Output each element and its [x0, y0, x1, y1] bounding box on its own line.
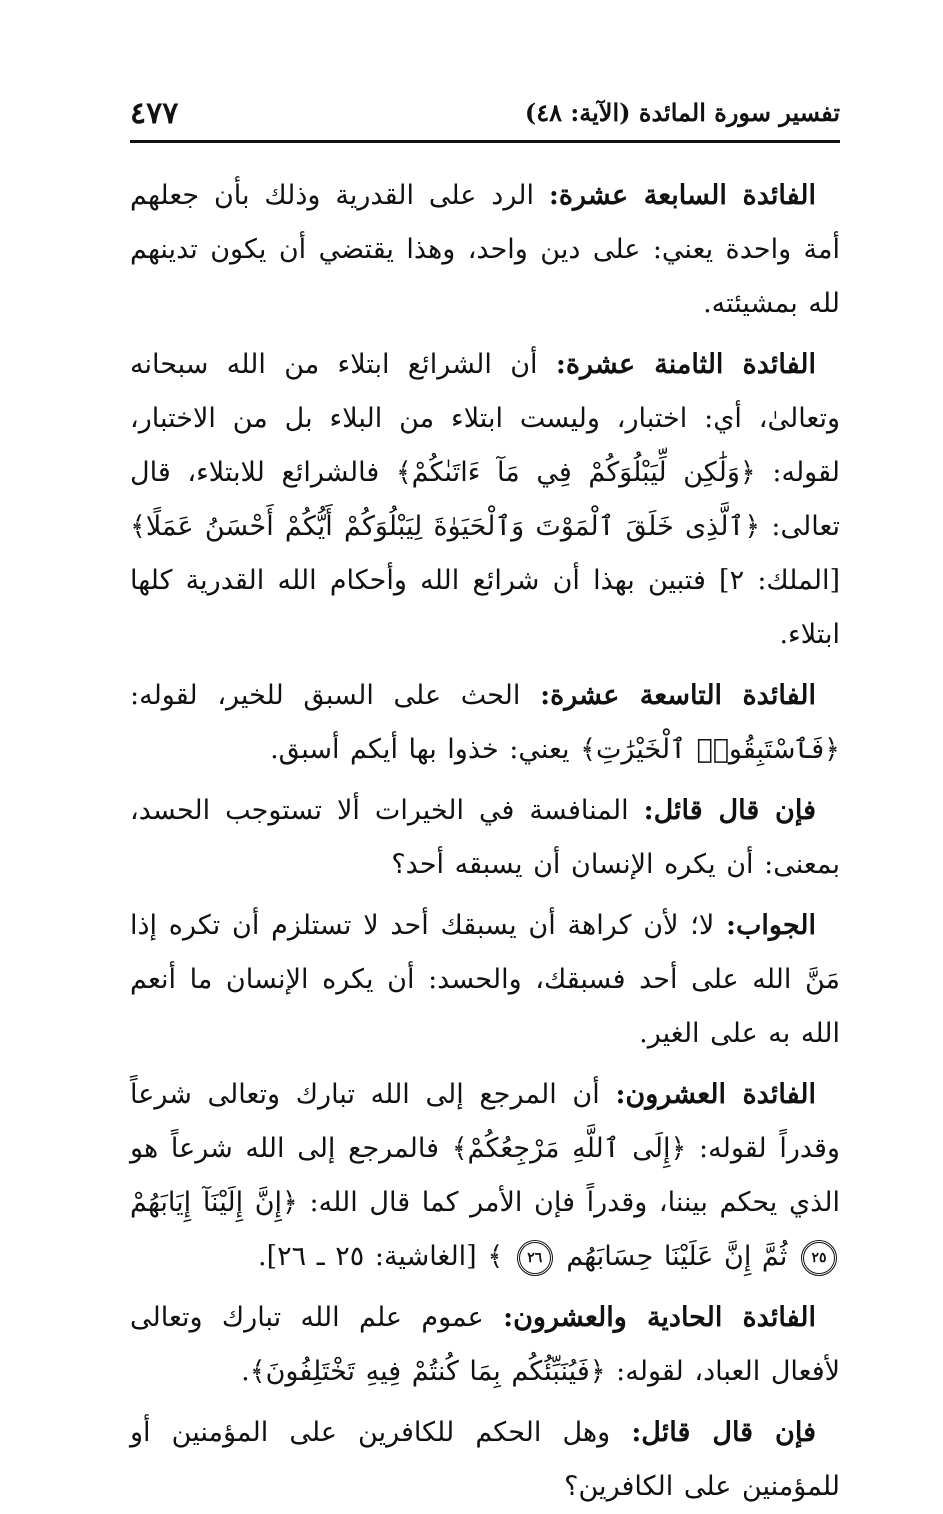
paragraph-text: يعني: خذوا بها أيكم أسبق.: [270, 734, 570, 765]
paragraph-text: المنافسة في الخيرات ألا تستوجب الحسد، بمعنى: أن يكره الإنسان أن يسبقه أحد؟: [130, 795, 840, 880]
paragraph-21: [130, 1291, 840, 1399]
verse-reference: [الغاشية: ٢٥ ـ ٢٦].: [258, 1241, 477, 1272]
paragraph-lead: الفائدة السابعة عشرة:: [548, 180, 816, 211]
page-body: [130, 169, 840, 1514]
paragraph-lead: الفائدة الثامنة عشرة:: [555, 349, 816, 380]
paragraph-lead: فإن قال قائل:: [631, 1417, 816, 1448]
verse-number-badge: ٢٦: [517, 1240, 553, 1276]
paragraph-17: [130, 169, 840, 331]
paragraph-lead: الفائدة التاسعة عشرة:: [540, 680, 816, 711]
paragraph-text: أن الشرائع ابتلاء من الله سبحانه وتعالىٰ، أي: اختبار، وليست ابتلاء من البلاء بل من الاختبار، لقوله:: [130, 349, 841, 488]
paragraph-text: عموم علم الله تبارك وتعالى لأفعال العباد، لقوله:: [130, 1302, 840, 1387]
paragraph-19: [130, 669, 840, 777]
paragraph-text: فالمرجع إلى الله شرعاً هو الذي يحكم بيننا، وقدراً فإن الأمر كما قال الله:: [130, 1133, 840, 1218]
paragraph-text: الحث على السبق للخير، لقوله:: [130, 680, 521, 711]
quran-verse: ﴿إِنَّ إِلَيْنَآ إِيَابَهُمْ: [130, 1187, 298, 1218]
verse-number-badge: ٢٥: [801, 1240, 837, 1276]
paragraph-text: فالشرائع للابتلاء، قال تعالى:: [130, 457, 840, 542]
paragraph-18: [130, 338, 840, 662]
paragraph-lead: الجواب:: [726, 910, 816, 941]
quran-verse: ﴿وَلَٰكِن لِّيَبْلُوَكُمْ فِي مَآ ءَاتَىٰكُمْ﴾: [395, 457, 756, 488]
header-title: تفسير سورة المائدة (الآية: ٤٨): [524, 98, 840, 127]
paragraph-lead: الفائدة الحادية والعشرون:: [503, 1302, 816, 1333]
quran-verse: ﴿ٱلَّذِى خَلَقَ ٱلْمَوْتَ وَٱلْحَيَوٰةَ لِيَبْلُوَكُمْ أَيُّكُمْ أَحْسَنُ عَمَلًا﴾: [130, 511, 761, 542]
question-paragraph: [130, 784, 840, 892]
paragraph-text: وهل الحكم للكافرين على المؤمنين أو للمؤمنين على الكافرين؟: [130, 1417, 840, 1502]
quran-verse: ﴿فَيُنَبِّئُكُم بِمَا كُنتُمْ فِيهِ تَخْتَلِفُونَ﴾: [249, 1356, 606, 1387]
quran-verse: ﴿إِلَى ٱللَّهِ مَرْجِعُكُمْ﴾: [451, 1133, 687, 1164]
paragraph-text: لا؛ لأن كراهة أن يسبقك أحد لا تستلزم أن تكره إذا مَنَّ الله على أحد فسبقك، والحسد: أن يكره الإنسان ما أنعم الله به على الغير.: [130, 910, 840, 1049]
answer-paragraph: [130, 899, 840, 1061]
paragraph-lead: فإن قال قائل:: [643, 795, 816, 826]
paragraph-text: أن المرجع إلى الله تبارك وتعالى شرعاً وقدراً لقوله:: [130, 1079, 840, 1164]
quran-verse: ﴿فَٱسْتَبِقُوا۟ ٱلْخَيْرَٰتِ﴾: [580, 734, 840, 765]
running-header: [130, 96, 840, 143]
paragraph-20: [130, 1068, 840, 1284]
question-paragraph: [130, 1406, 840, 1514]
page-number: ٤٧٧: [130, 96, 179, 131]
paragraph-text: .: [241, 1356, 250, 1387]
verse-reference: [الملك: ٢] فتبين بهذا أن شرائع الله وأحكام الله القدرية كلها ابتلاء.: [130, 565, 840, 650]
book-page: [130, 96, 841, 1502]
quran-verse-close: ﴾: [487, 1241, 504, 1272]
paragraph-text: الرد على القدرية وذلك بأن جعلهم أمة واحدة يعني: على دين واحد، وهذا يقتضي أن يكون تدينهم لله بمشيئته.: [130, 180, 840, 319]
paragraph-lead: الفائدة العشرون:: [615, 1079, 816, 1110]
quran-verse: ثُمَّ إِنَّ عَلَيْنَا حِسَابَهُم: [566, 1241, 788, 1272]
